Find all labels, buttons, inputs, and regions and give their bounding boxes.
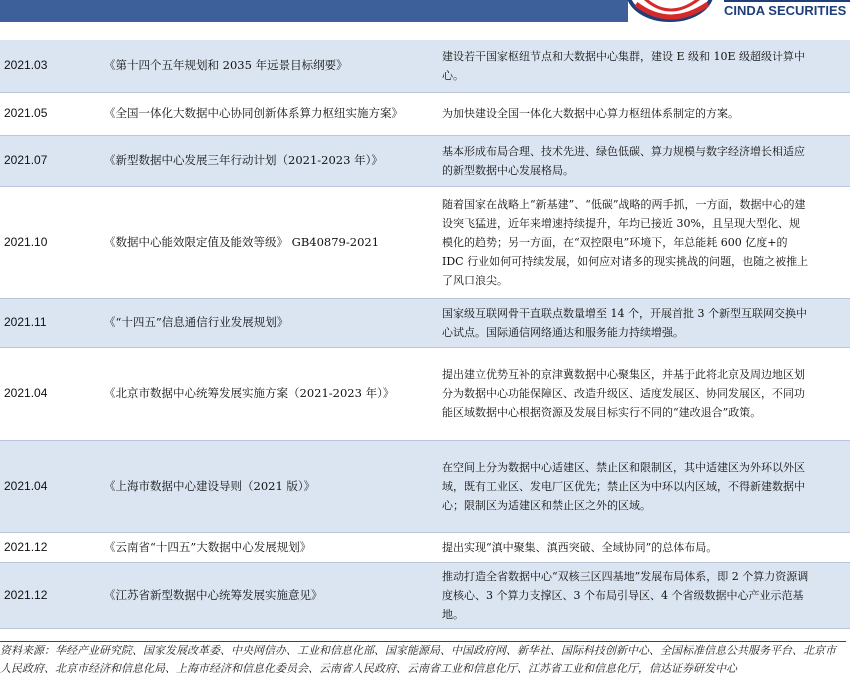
row-document-title: 《云南省“十四五”大数据中心发展规划》 — [104, 532, 416, 562]
table-row — [0, 92, 850, 135]
row-spacer — [416, 532, 430, 562]
table-row — [0, 40, 850, 92]
row-document-title: 《北京市数据中心统筹发展实施方案（2021-2023 年）》 — [104, 347, 416, 440]
row-description: 基本形成布局合理、技术先进、绿色低碳、算力规模与数字经济增长相适应的新型数据中心发展格局。 — [430, 135, 850, 186]
cinda-logo-icon — [622, 0, 722, 22]
row-document-title: 《上海市数据中心建设导则（2021 版）》 — [104, 440, 416, 532]
row-document-title: 《“十四五”信息通信行业发展规划》 — [104, 298, 416, 347]
row-document-title: 《新型数据中心发展三年行动计划（2021-2023 年）》 — [104, 135, 416, 186]
header-bar — [0, 0, 628, 22]
brand-chinese-wordmark — [724, 0, 850, 2]
row-description: 为加快建设全国一体化大数据中心算力枢纽体系制定的方案。 — [430, 92, 850, 135]
row-spacer — [416, 562, 430, 628]
row-date: 2021.07 — [0, 135, 104, 186]
row-document-title: 《数据中心能效限定值及能效等级》 GB40879-2021 — [104, 186, 416, 298]
row-description: 推动打造全省数据中心“双核三区四基地”发展布局体系，即 2 个算力资源调度核心、3 个算力支撑区、3 个布局引导区、4 个省级数据中心产业示范基地。 — [430, 562, 850, 628]
table-row — [0, 135, 850, 186]
row-spacer — [416, 92, 430, 135]
row-date: 2021.12 — [0, 562, 104, 628]
row-date: 2021.10 — [0, 186, 104, 298]
row-spacer — [416, 40, 430, 92]
row-date: 2021.05 — [0, 92, 104, 135]
row-description: 提出实现“滇中聚集、滇西突破、全域协同”的总体布局。 — [430, 532, 850, 562]
table-row — [0, 532, 850, 562]
table-row — [0, 347, 850, 440]
source-note: 资料来源：华经产业研究院、国家发展改革委、中央网信办、工业和信息化部、国家能源局、中国政府网、新华社、国际科技创新中心、全国标准信息公共服务平台、北京市人民政府、北京市经济和信息化局、上海市经济和信息化委员会、云南省人民政府、云南省工业和信息化厅、江苏省工业和信息化厅，信达证券研发中心 — [0, 641, 846, 678]
row-document-title: 《全国一体化大数据中心协同创新体系算力枢纽实施方案》 — [104, 92, 416, 135]
row-description: 提出建立优势互补的京津冀数据中心聚集区，并基于此将北京及周边地区划分为数据中心功能保障区、改造升级区、适度发展区、协同发展区，不同功能区域数据中心根据资源及发展目标实行不同的“建改退合”政策。 — [430, 347, 850, 440]
row-description: 建设若干国家枢纽节点和大数据中心集群，建设 E 级和 10E 级超级计算中心。 — [430, 40, 850, 92]
row-date: 2021.04 — [0, 440, 104, 532]
row-spacer — [416, 186, 430, 298]
row-description: 在空间上分为数据中心适建区、禁止区和限制区，其中适建区为外环以外区域，既有工业区、发电厂区优先；禁止区为中环以内区域，不得新建数据中心；限制区为适建区和禁止区之外的区域。 — [430, 440, 850, 532]
row-spacer — [416, 440, 430, 532]
table-row — [0, 562, 850, 628]
row-date: 2021.12 — [0, 532, 104, 562]
row-spacer — [416, 347, 430, 440]
row-document-title: 《第十四个五年规划和 2035 年远景目标纲要》 — [104, 40, 416, 92]
table-row — [0, 298, 850, 347]
row-spacer — [416, 135, 430, 186]
table-row — [0, 440, 850, 532]
table-row — [0, 186, 850, 298]
row-date: 2021.03 — [0, 40, 104, 92]
policy-table — [0, 40, 850, 629]
row-document-title: 《江苏省新型数据中心统筹发展实施意见》 — [104, 562, 416, 628]
brand-logo — [620, 0, 850, 22]
row-description: 国家级互联网骨干直联点数量增至 14 个，开展首批 3 个新型互联网交换中心试点。国际通信网络通达和服务能力持续增强。 — [430, 298, 850, 347]
row-date: 2021.04 — [0, 347, 104, 440]
row-spacer — [416, 298, 430, 347]
brand-english-name: CINDA SECURITIES — [724, 3, 847, 18]
row-date: 2021.11 — [0, 298, 104, 347]
row-description: 随着国家在战略上“新基建”、“低碳”战略的两手抓，一方面，数据中心的建设突飞猛进，近年来增速持续提升，年均已接近 30%，且呈现大型化、规模化的趋势；另一方面，在“双控限电”环境下，年总能耗 600 亿度+的 IDC 行业如何可持续发展，如何应对诸多的现实挑战的问题，也随之被推上了风口浪尖。 — [430, 186, 850, 298]
